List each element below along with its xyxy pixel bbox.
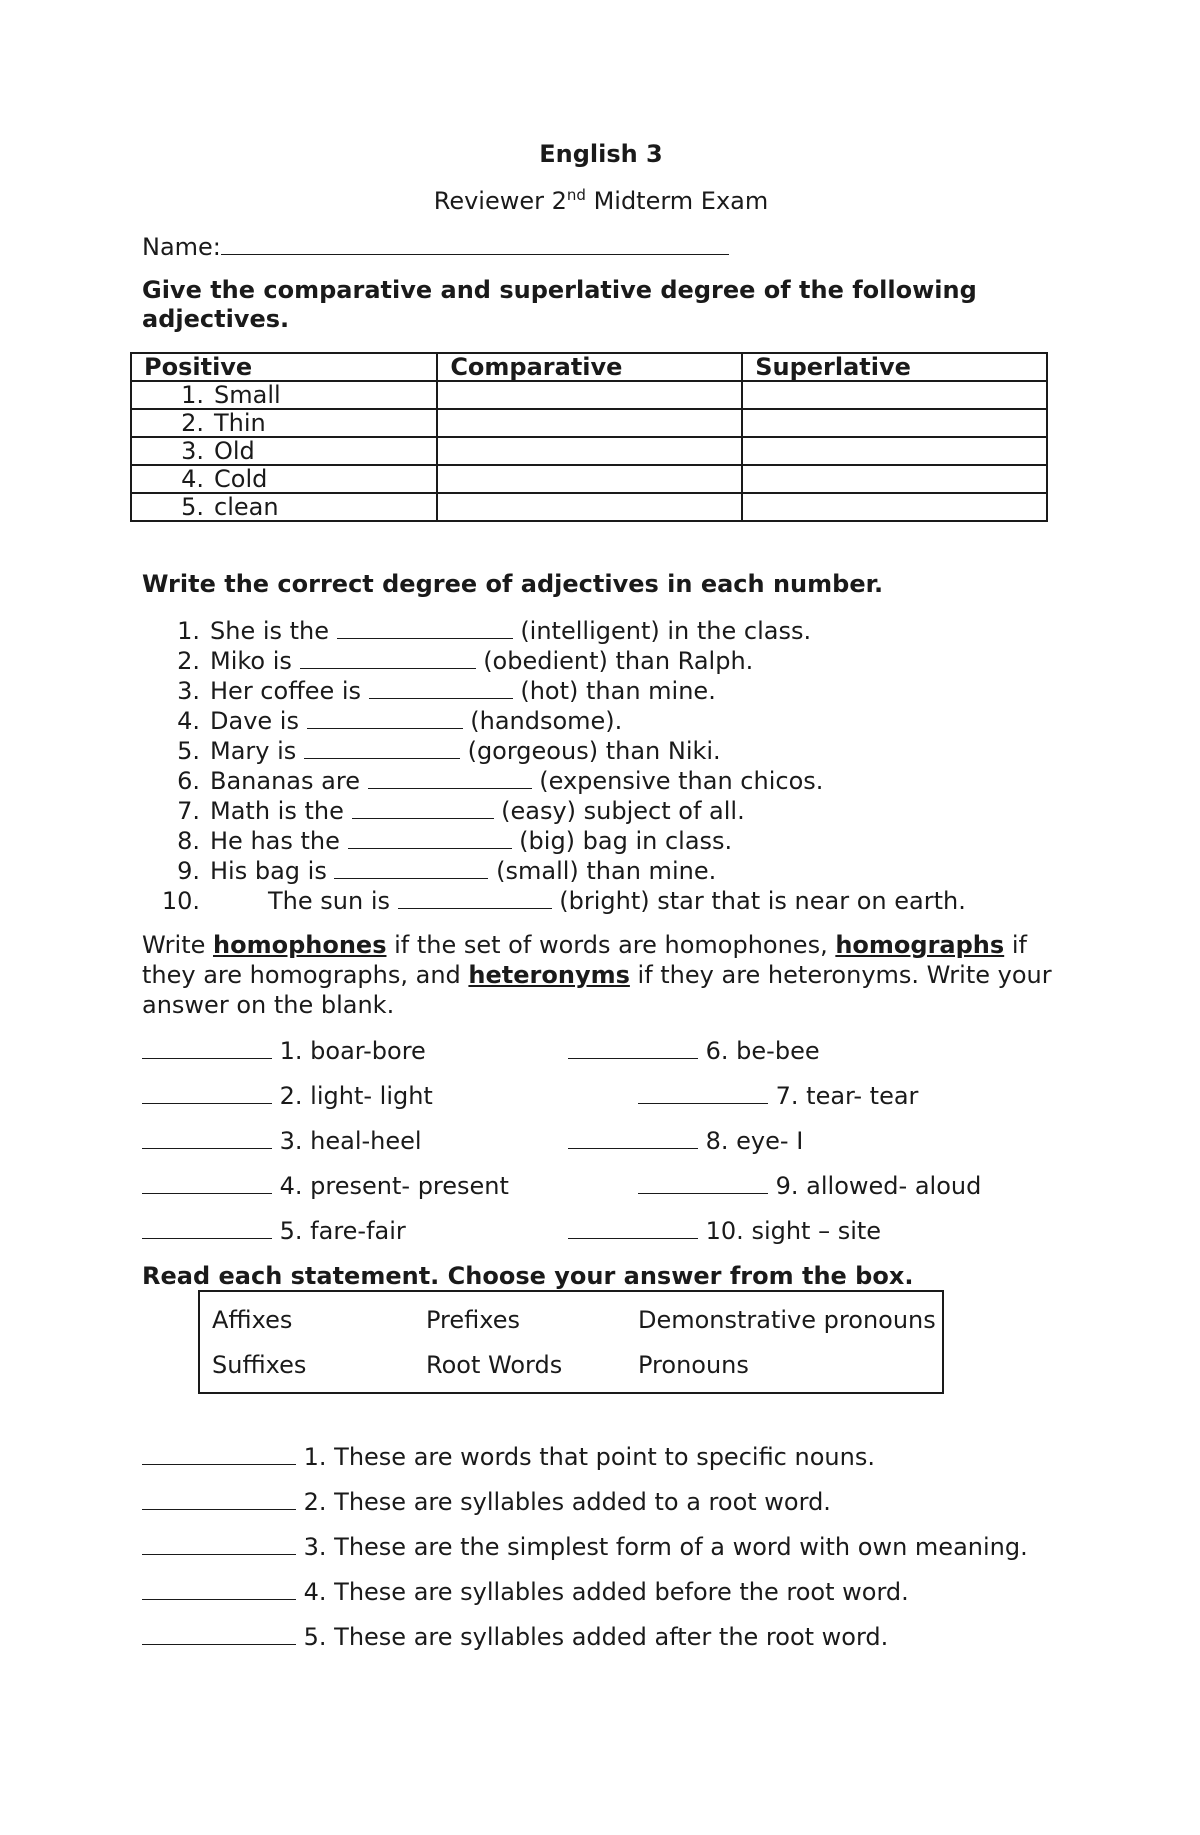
section1-instruction: Give the comparative and superlative degree of the following adjectives. [142,276,977,333]
answer-blank[interactable] [638,1171,768,1194]
answer-blank[interactable] [142,1171,272,1194]
list-item: 2. These are syllables added to a root word. [142,1487,831,1516]
list-item: 7. tear- tear [638,1081,918,1110]
table-row [131,437,1047,465]
col-positive: Positive [131,353,437,381]
answer-blank[interactable] [142,1487,296,1510]
positive-cell: 4. Cold [131,465,437,493]
list-item: 5. fare-fair [142,1216,406,1245]
list-item: 10. The sun is (bright) star that is near on earth. [161,887,966,915]
list-item: 1. These are words that point to specific nouns. [142,1442,875,1471]
positive-cell: 1. Small [131,381,437,409]
keyword-homographs: homographs [835,931,1005,959]
positive-cell: 2. Thin [131,409,437,437]
table-row [131,465,1047,493]
section3-instruction: Write homophones if the set of words are homophones, homographs if they are homographs, and heteronyms if they are heteronyms. Write your answer on the blank. [142,931,1052,1019]
answer-blank[interactable] [398,886,552,909]
box-choice: Affixes [212,1306,293,1334]
box-choice: Suffixes [212,1351,307,1379]
list-item: 3. heal-heel [142,1126,422,1155]
answer-blank[interactable] [348,826,512,849]
list-item: 8. He has the (big) bag in class. [177,827,733,855]
list-item: 9. allowed- aloud [638,1171,981,1200]
list-item: 3. These are the simplest form of a word with own meaning. [142,1532,1028,1561]
list-item: 10. sight – site [568,1216,881,1245]
list-item: 7. Math is the (easy) subject of all. [177,797,745,825]
keyword-homophones: homophones [213,931,387,959]
answer-blank[interactable] [638,1081,768,1104]
comparative-answer-cell[interactable] [437,409,742,437]
answer-blank[interactable] [568,1216,698,1239]
box-choice: Root Words [426,1351,563,1379]
answer-blank[interactable] [307,706,463,729]
list-item: 4. Dave is (handsome). [177,707,623,735]
list-item: 1. She is the (intelligent) in the class. [177,617,812,645]
comparative-answer-cell[interactable] [437,493,742,521]
answer-blank[interactable] [337,616,513,639]
positive-cell: 5. clean [131,493,437,521]
list-item: 4. present- present [142,1171,509,1200]
keyword-heteronyms: heteronyms [468,961,630,989]
answer-blank[interactable] [142,1442,296,1465]
answer-blank[interactable] [142,1577,296,1600]
adjective-degree-table [130,352,1048,522]
answer-blank[interactable] [352,796,494,819]
comparative-answer-cell[interactable] [437,381,742,409]
superlative-answer-cell[interactable] [742,493,1047,521]
list-item: 1. boar-bore [142,1036,426,1065]
list-item: 6. Bananas are (expensive than chicos. [177,767,824,795]
answer-blank[interactable] [300,646,476,669]
list-item: 8. eye- I [568,1126,803,1155]
list-item: 6. be-bee [568,1036,820,1065]
word-choice-box [198,1290,944,1394]
name-label: Name: [142,233,221,261]
comparative-answer-cell[interactable] [437,465,742,493]
list-item: 9. His bag is (small) than mine. [177,857,717,885]
list-item: 2. light- light [142,1081,433,1110]
col-comparative: Comparative [437,353,742,381]
list-item: 2. Miko is (obedient) than Ralph. [177,647,754,675]
answer-blank[interactable] [334,856,488,879]
table-row [131,381,1047,409]
section2-instruction: Write the correct degree of adjectives in each number. [142,570,884,598]
answer-blank[interactable] [304,736,460,759]
superlative-answer-cell[interactable] [742,381,1047,409]
table-row [131,493,1047,521]
answer-blank[interactable] [142,1081,272,1104]
list-item: 5. Mary is (gorgeous) than Niki. [177,737,721,765]
page-title: English 3 [539,140,663,168]
superlative-answer-cell[interactable] [742,409,1047,437]
box-choice: Demonstrative pronouns [638,1306,936,1334]
answer-blank[interactable] [568,1126,698,1149]
box-choice: Pronouns [638,1351,749,1379]
answer-blank[interactable] [142,1622,296,1645]
name-blank[interactable] [221,232,729,255]
list-item: 4. These are syllables added before the root word. [142,1577,909,1606]
table-row [131,409,1047,437]
answer-blank[interactable] [369,676,513,699]
superlative-answer-cell[interactable] [742,437,1047,465]
box-choice: Prefixes [426,1306,521,1334]
list-item: 3. Her coffee is (hot) than mine. [177,677,716,705]
answer-blank[interactable] [368,766,532,789]
section4-instruction: Read each statement. Choose your answer from the box. [142,1262,914,1290]
table-header-row [131,353,1047,381]
superlative-answer-cell[interactable] [742,465,1047,493]
answer-blank[interactable] [142,1216,272,1239]
answer-blank[interactable] [568,1036,698,1059]
answer-blank[interactable] [142,1036,272,1059]
positive-cell: 3. Old [131,437,437,465]
answer-blank[interactable] [142,1126,272,1149]
comparative-answer-cell[interactable] [437,437,742,465]
answer-blank[interactable] [142,1532,296,1555]
page-subtitle: Reviewer 2nd Midterm Exam [433,186,769,215]
name-field-row [142,232,729,261]
col-superlative: Superlative [742,353,1047,381]
list-item: 5. These are syllables added after the root word. [142,1622,888,1651]
